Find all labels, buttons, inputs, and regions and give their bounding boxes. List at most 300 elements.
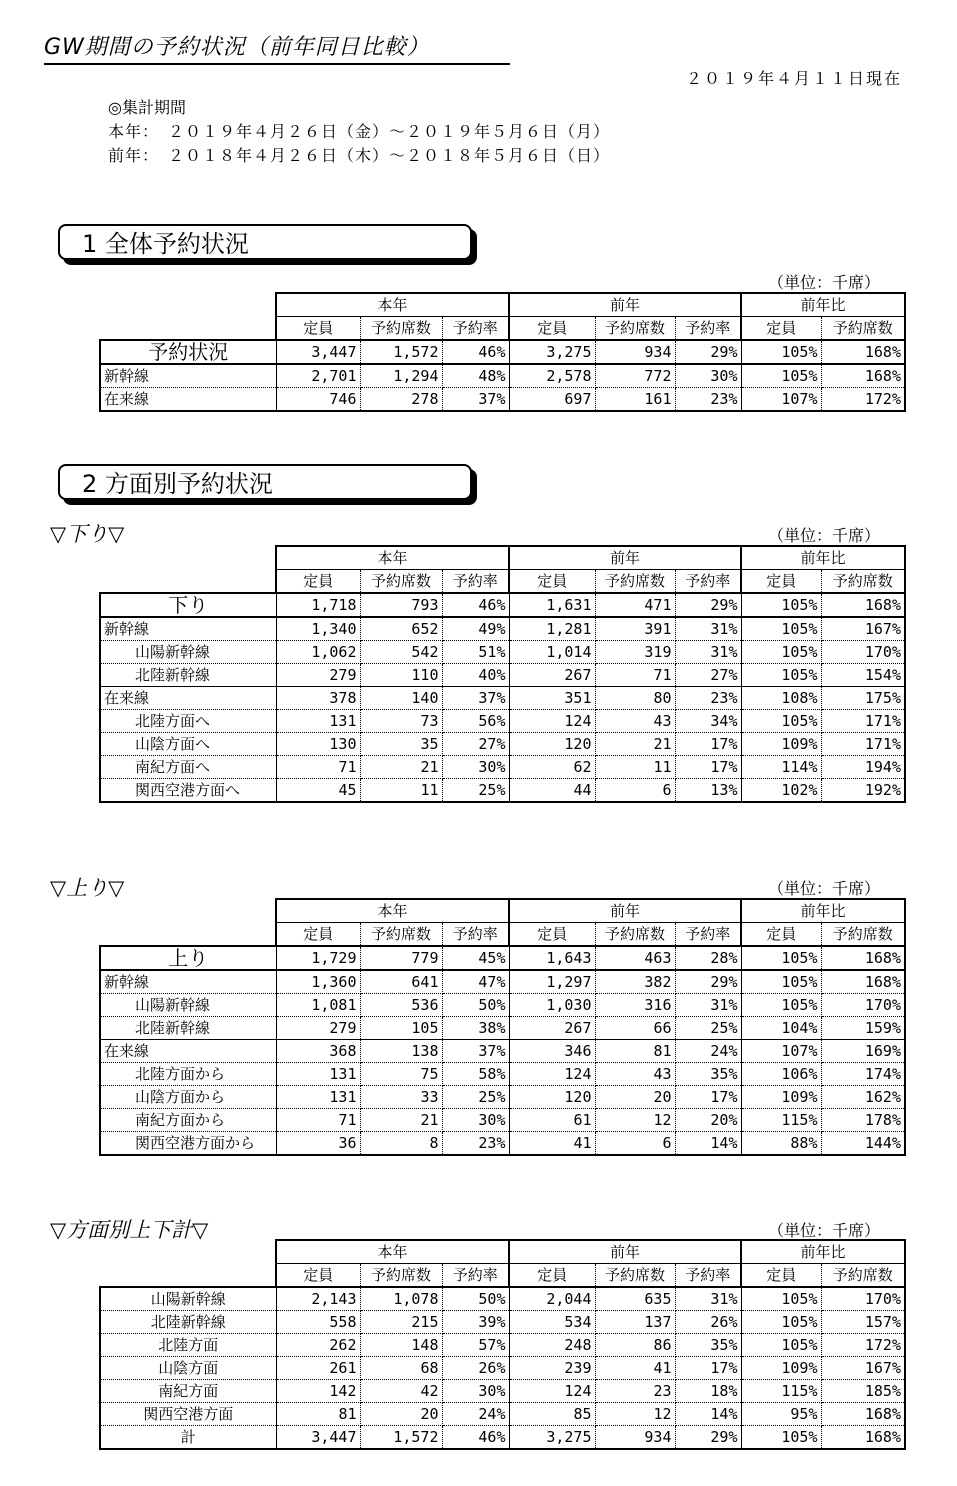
cell-value: 31% — [675, 617, 741, 641]
cell-value: 31% — [675, 994, 741, 1017]
table-row — [100, 1357, 905, 1380]
cell-value: 174% — [821, 1063, 905, 1086]
cell-value: 46% — [442, 593, 509, 617]
column-header: 予約席数 — [821, 570, 905, 594]
cell-value: 21 — [595, 733, 675, 756]
cell-value: 641 — [360, 970, 442, 994]
cell-value: 75 — [360, 1063, 442, 1086]
cell-value: 261 — [276, 1357, 360, 1380]
table-row — [100, 617, 905, 641]
cell-value: 25% — [675, 1017, 741, 1040]
column-header: 定員 — [509, 1264, 595, 1288]
cell-value: 109% — [741, 1086, 821, 1109]
cell-value: 697 — [509, 388, 595, 412]
cell-value: 169% — [821, 1040, 905, 1063]
unit-label: （単位：千席） — [768, 879, 881, 898]
cell-value: 536 — [360, 994, 442, 1017]
cell-value: 12 — [595, 1109, 675, 1132]
cell-value: 105% — [741, 1287, 821, 1311]
cell-value: 20 — [360, 1403, 442, 1426]
table-row — [100, 1132, 905, 1156]
cell-value: 1,572 — [360, 1426, 442, 1450]
table-row — [100, 664, 905, 687]
column-header: 予約席数 — [360, 570, 442, 594]
cell-value: 168% — [821, 1426, 905, 1450]
cell-value: 279 — [276, 664, 360, 687]
cell-value: 1,030 — [509, 994, 595, 1017]
period-last-year: 前年： ２０１８年４月２６日（木）～２０１８年５月６日（日） — [108, 146, 611, 165]
cell-value: 105% — [741, 340, 821, 364]
cell-value: 172% — [821, 1334, 905, 1357]
down-table — [99, 545, 906, 803]
cell-value: 215 — [360, 1311, 442, 1334]
cell-value: 29% — [675, 1426, 741, 1450]
aggregation-period — [108, 96, 610, 168]
cell-value: 142 — [276, 1380, 360, 1403]
cell-value: 105% — [741, 617, 821, 641]
row-label: 上り — [100, 946, 276, 970]
page-title: GW期間の予約状況（前年同日比較） — [44, 30, 510, 65]
column-header: 予約席数 — [595, 1264, 675, 1288]
cell-value: 105% — [741, 593, 821, 617]
cell-value: 161 — [595, 388, 675, 412]
column-header: 定員 — [509, 317, 595, 341]
column-header: 定員 — [276, 570, 360, 594]
cell-value: 47% — [442, 970, 509, 994]
table-row — [100, 1403, 905, 1426]
cell-value: 42 — [360, 1380, 442, 1403]
row-label: 南紀方面へ — [100, 756, 276, 779]
table-row — [100, 756, 905, 779]
row-label: 北陸方面へ — [100, 710, 276, 733]
cell-value: 3,447 — [276, 340, 360, 364]
period-this-year: 本年： ２０１９年４月２６日（金）～２０１９年５月６日（月） — [108, 122, 611, 141]
cell-value: 194% — [821, 756, 905, 779]
cell-value: 50% — [442, 994, 509, 1017]
cell-value: 6 — [595, 779, 675, 803]
cell-value: 115% — [741, 1109, 821, 1132]
cell-value: 6 — [595, 1132, 675, 1156]
column-header: 予約率 — [685, 319, 731, 337]
cell-value: 24% — [675, 1040, 741, 1063]
cell-value: 39% — [442, 1311, 509, 1334]
cell-value: 23% — [442, 1132, 509, 1156]
cell-value: 185% — [821, 1380, 905, 1403]
cell-value: 21 — [360, 756, 442, 779]
row-label: 山陰方面から — [100, 1086, 276, 1109]
cell-value: 267 — [509, 664, 595, 687]
cell-value: 3,275 — [509, 1426, 595, 1450]
period-heading: ◎集計期間 — [108, 98, 186, 117]
table-row — [100, 641, 905, 664]
unit-label: （単位：千席） — [768, 1221, 881, 1240]
cell-value: 175% — [821, 687, 905, 710]
cell-value: 934 — [595, 340, 675, 364]
cell-value: 168% — [821, 970, 905, 994]
cell-value: 1,294 — [360, 364, 442, 388]
table-row — [100, 1086, 905, 1109]
header-group: 本年 — [276, 899, 509, 923]
table-row — [100, 1063, 905, 1086]
row-label: 下り — [100, 593, 276, 617]
cell-value: 105% — [741, 1311, 821, 1334]
cell-value: 471 — [595, 593, 675, 617]
header-group: 前年比 — [741, 546, 905, 570]
cell-value: 120 — [509, 733, 595, 756]
cell-value: 8 — [360, 1132, 442, 1156]
cell-value: 137 — [595, 1311, 675, 1334]
cell-value: 1,643 — [509, 946, 595, 970]
cell-value: 21 — [360, 1109, 442, 1132]
column-header: 予約席数 — [360, 1264, 442, 1288]
cell-value: 159% — [821, 1017, 905, 1040]
cell-value: 1,360 — [276, 970, 360, 994]
cell-value: 68 — [360, 1357, 442, 1380]
table-row — [100, 1380, 905, 1403]
cell-value: 171% — [821, 710, 905, 733]
cell-value: 170% — [821, 1287, 905, 1311]
column-header: 予約席数 — [360, 317, 442, 341]
row-label: 在来線 — [100, 1040, 276, 1063]
column-header: 予約席数 — [595, 570, 675, 594]
header-group: 本年 — [276, 546, 509, 570]
cell-value: 20% — [675, 1109, 741, 1132]
cell-value: 11 — [360, 779, 442, 803]
header-group: 本年 — [276, 1240, 509, 1264]
column-header: 予約席数 — [595, 923, 675, 947]
cell-value: 170% — [821, 994, 905, 1017]
table-row — [100, 340, 905, 364]
cell-value: 368 — [276, 1040, 360, 1063]
column-header: 定員 — [741, 570, 821, 594]
cell-value: 124 — [509, 1380, 595, 1403]
cell-value: 105% — [741, 946, 821, 970]
row-label: 関西空港方面へ — [100, 779, 276, 803]
cell-value: 26% — [675, 1311, 741, 1334]
cell-value: 30% — [442, 1109, 509, 1132]
cell-value: 66 — [595, 1017, 675, 1040]
cell-value: 27% — [442, 733, 509, 756]
column-header: 定員 — [276, 317, 360, 341]
cell-value: 17% — [675, 1357, 741, 1380]
overall-table — [99, 292, 906, 412]
cell-value: 86 — [595, 1334, 675, 1357]
cell-value: 1,572 — [360, 340, 442, 364]
cell-value: 1,729 — [276, 946, 360, 970]
unit-label: （単位：千席） — [768, 526, 881, 545]
column-header: 予約率 — [685, 925, 731, 943]
cell-value: 104% — [741, 1017, 821, 1040]
table-row — [100, 946, 905, 970]
cell-value: 30% — [442, 756, 509, 779]
row-label: 新幹線 — [100, 617, 276, 641]
cell-value: 23% — [675, 687, 741, 710]
cell-value: 105% — [741, 1334, 821, 1357]
cell-value: 80 — [595, 687, 675, 710]
column-header: 予約率 — [685, 572, 731, 590]
row-label: 北陸新幹線 — [100, 1311, 276, 1334]
table-row — [100, 994, 905, 1017]
up-table — [99, 898, 906, 1156]
cell-value: 124 — [509, 1063, 595, 1086]
cell-value: 2,143 — [276, 1287, 360, 1311]
cell-value: 102% — [741, 779, 821, 803]
table-row — [100, 1426, 905, 1450]
cell-value: 45% — [442, 946, 509, 970]
row-label: 山陽新幹線 — [100, 994, 276, 1017]
table-row — [100, 1109, 905, 1132]
down-label: ▽下り▽ — [50, 522, 125, 546]
cell-value: 37% — [442, 687, 509, 710]
cell-value: 124 — [509, 710, 595, 733]
cell-value: 105% — [741, 970, 821, 994]
cell-value: 3,447 — [276, 1426, 360, 1450]
cell-value: 81 — [595, 1040, 675, 1063]
cell-value: 51% — [442, 641, 509, 664]
cell-value: 46% — [442, 340, 509, 364]
cell-value: 542 — [360, 641, 442, 664]
table-row — [100, 593, 905, 617]
cell-value: 115% — [741, 1380, 821, 1403]
cell-value: 351 — [509, 687, 595, 710]
row-label: 北陸方面 — [100, 1334, 276, 1357]
cell-value: 20 — [595, 1086, 675, 1109]
cell-value: 30% — [675, 364, 741, 388]
cell-value: 33 — [360, 1086, 442, 1109]
cell-value: 57% — [442, 1334, 509, 1357]
cell-value: 24% — [442, 1403, 509, 1426]
column-header: 定員 — [509, 923, 595, 947]
cell-value: 168% — [821, 946, 905, 970]
cell-value: 131 — [276, 1063, 360, 1086]
cell-value: 31% — [675, 1287, 741, 1311]
cell-value: 17% — [675, 733, 741, 756]
table-row — [100, 1311, 905, 1334]
cell-value: 50% — [442, 1287, 509, 1311]
column-header: 予約席数 — [821, 317, 905, 341]
cell-value: 35 — [360, 733, 442, 756]
cell-value: 49% — [442, 617, 509, 641]
cell-value: 26% — [442, 1357, 509, 1380]
cell-value: 105% — [741, 664, 821, 687]
table-row — [100, 733, 905, 756]
cell-value: 178% — [821, 1109, 905, 1132]
header-group: 前年 — [509, 546, 741, 570]
cell-value: 25% — [442, 779, 509, 803]
cell-value: 23% — [675, 388, 741, 412]
table-row — [100, 388, 905, 412]
cell-value: 1,014 — [509, 641, 595, 664]
cell-value: 131 — [276, 1086, 360, 1109]
row-label: 関西空港方面から — [100, 1132, 276, 1156]
column-header: 定員 — [741, 1264, 821, 1288]
column-header: 予約席数 — [821, 923, 905, 947]
cell-value: 635 — [595, 1287, 675, 1311]
cell-value: 46% — [442, 1426, 509, 1450]
cell-value: 48% — [442, 364, 509, 388]
cell-value: 746 — [276, 388, 360, 412]
cell-value: 14% — [675, 1403, 741, 1426]
cell-value: 35% — [675, 1334, 741, 1357]
cell-value: 43 — [595, 1063, 675, 1086]
cell-value: 95% — [741, 1403, 821, 1426]
cell-value: 779 — [360, 946, 442, 970]
cell-value: 131 — [276, 710, 360, 733]
cell-value: 391 — [595, 617, 675, 641]
cell-value: 382 — [595, 970, 675, 994]
row-label: 山陰方面 — [100, 1357, 276, 1380]
row-label: 新幹線 — [100, 970, 276, 994]
header-group: 前年比 — [741, 1240, 905, 1264]
cell-value: 558 — [276, 1311, 360, 1334]
cell-value: 23 — [595, 1380, 675, 1403]
cell-value: 18% — [675, 1380, 741, 1403]
cell-value: 378 — [276, 687, 360, 710]
cell-value: 106% — [741, 1063, 821, 1086]
cell-value: 29% — [675, 970, 741, 994]
header-group: 前年 — [509, 293, 741, 317]
table-row — [100, 1040, 905, 1063]
cell-value: 267 — [509, 1017, 595, 1040]
header-group: 前年 — [509, 1240, 741, 1264]
column-header: 定員 — [741, 923, 821, 947]
cell-value: 37% — [442, 388, 509, 412]
cell-value: 170% — [821, 641, 905, 664]
cell-value: 130 — [276, 733, 360, 756]
up-label: ▽上り▽ — [50, 876, 125, 900]
cell-value: 1,297 — [509, 970, 595, 994]
cell-value: 3,275 — [509, 340, 595, 364]
as-of-date: ２０１９年４月１１日現在 — [685, 69, 902, 88]
row-label: 山陰方面へ — [100, 733, 276, 756]
cell-value: 108% — [741, 687, 821, 710]
cell-value: 157% — [821, 1311, 905, 1334]
row-label: 南紀方面から — [100, 1109, 276, 1132]
column-header: 予約席数 — [360, 923, 442, 947]
cell-value: 120 — [509, 1086, 595, 1109]
cell-value: 14% — [675, 1132, 741, 1156]
cell-value: 168% — [821, 364, 905, 388]
cell-value: 192% — [821, 779, 905, 803]
header-group: 前年比 — [741, 899, 905, 923]
cell-value: 105% — [741, 710, 821, 733]
table-row — [100, 1287, 905, 1311]
cell-value: 168% — [821, 340, 905, 364]
row-label: 山陽新幹線 — [100, 641, 276, 664]
row-label: 在来線 — [100, 687, 276, 710]
cell-value: 71 — [276, 1109, 360, 1132]
row-label: 計 — [100, 1426, 276, 1450]
cell-value: 168% — [821, 593, 905, 617]
row-label: 北陸方面から — [100, 1063, 276, 1086]
cell-value: 2,578 — [509, 364, 595, 388]
table-row — [100, 1017, 905, 1040]
cell-value: 262 — [276, 1334, 360, 1357]
row-label: 予約状況 — [100, 340, 276, 364]
cell-value: 40% — [442, 664, 509, 687]
cell-value: 85 — [509, 1403, 595, 1426]
cell-value: 114% — [741, 756, 821, 779]
row-label: 山陽新幹線 — [100, 1287, 276, 1311]
column-header: 予約率 — [452, 572, 498, 590]
column-header: 予約率 — [452, 1266, 498, 1284]
cell-value: 105% — [741, 1426, 821, 1450]
cell-value: 25% — [442, 1086, 509, 1109]
table-row — [100, 364, 905, 388]
table-row — [100, 970, 905, 994]
cell-value: 793 — [360, 593, 442, 617]
cell-value: 167% — [821, 617, 905, 641]
cell-value: 31% — [675, 641, 741, 664]
section2-title: 2 方面別予約状況 — [58, 464, 472, 500]
table-row — [100, 1334, 905, 1357]
cell-value: 140 — [360, 687, 442, 710]
cell-value: 11 — [595, 756, 675, 779]
header-group: 本年 — [276, 293, 509, 317]
column-header: 定員 — [741, 317, 821, 341]
cell-value: 1,062 — [276, 641, 360, 664]
cell-value: 88% — [741, 1132, 821, 1156]
unit-label: （単位：千席） — [768, 273, 881, 292]
column-header: 予約席数 — [821, 1264, 905, 1288]
row-label: 北陸新幹線 — [100, 1017, 276, 1040]
cell-value: 105% — [741, 641, 821, 664]
cell-value: 29% — [675, 340, 741, 364]
cell-value: 38% — [442, 1017, 509, 1040]
header-group: 前年比 — [741, 293, 905, 317]
column-header: 予約席数 — [595, 317, 675, 341]
row-label: 新幹線 — [100, 364, 276, 388]
cell-value: 138 — [360, 1040, 442, 1063]
cell-value: 171% — [821, 733, 905, 756]
cell-value: 107% — [741, 1040, 821, 1063]
cell-value: 58% — [442, 1063, 509, 1086]
header-group: 前年 — [509, 899, 741, 923]
column-header: 予約率 — [452, 319, 498, 337]
cell-value: 278 — [360, 388, 442, 412]
table-row — [100, 779, 905, 803]
cell-value: 36 — [276, 1132, 360, 1156]
column-header: 定員 — [509, 570, 595, 594]
cell-value: 56% — [442, 710, 509, 733]
cell-value: 105 — [360, 1017, 442, 1040]
cell-value: 45 — [276, 779, 360, 803]
total-table — [99, 1239, 906, 1450]
cell-value: 105% — [741, 994, 821, 1017]
cell-value: 35% — [675, 1063, 741, 1086]
cell-value: 41 — [595, 1357, 675, 1380]
cell-value: 319 — [595, 641, 675, 664]
cell-value: 346 — [509, 1040, 595, 1063]
cell-value: 172% — [821, 388, 905, 412]
cell-value: 279 — [276, 1017, 360, 1040]
cell-value: 934 — [595, 1426, 675, 1450]
cell-value: 107% — [741, 388, 821, 412]
cell-value: 12 — [595, 1403, 675, 1426]
cell-value: 109% — [741, 1357, 821, 1380]
cell-value: 13% — [675, 779, 741, 803]
row-label: 南紀方面 — [100, 1380, 276, 1403]
table-row — [100, 710, 905, 733]
column-header: 定員 — [276, 1264, 360, 1288]
cell-value: 162% — [821, 1086, 905, 1109]
cell-value: 30% — [442, 1380, 509, 1403]
column-header: 定員 — [276, 923, 360, 947]
cell-value: 29% — [675, 593, 741, 617]
cell-value: 534 — [509, 1311, 595, 1334]
cell-value: 652 — [360, 617, 442, 641]
column-header: 予約率 — [685, 1266, 731, 1284]
